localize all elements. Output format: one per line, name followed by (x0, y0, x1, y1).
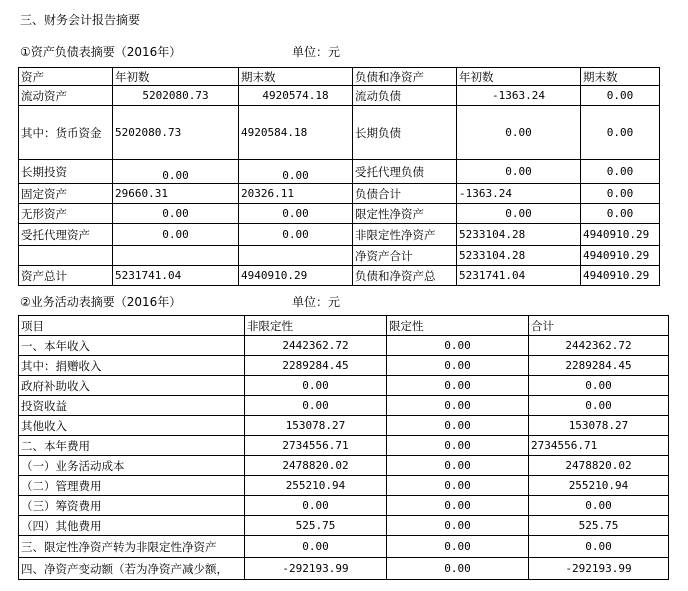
liab-label: 流动负债 (353, 86, 457, 106)
begin-liab-value: 5233104.28 (457, 246, 581, 266)
activity-statement-unit: 单位：元 (292, 295, 341, 309)
liab-label: 非限定性净资产 (353, 224, 457, 246)
balance-sheet-title: ①资产负债表摘要（2016年） (20, 45, 182, 59)
balance-sheet-header-row (19, 68, 660, 86)
table-row-total (19, 266, 660, 286)
item-label: 其他收入 (19, 416, 245, 436)
header-item: 项目 (19, 316, 245, 336)
begin-liab-value: 0.00 (457, 160, 581, 184)
liab-label: 负债合计 (353, 184, 457, 204)
begin-liab-value: 5233104.28 (457, 224, 581, 246)
header-liabilities: 负债和净资产 (353, 68, 457, 86)
begin-value (113, 246, 239, 266)
total-value: 153078.27 (529, 416, 669, 436)
item-label: 二、本年费用 (19, 436, 245, 456)
begin-value: 0.00 (113, 160, 239, 184)
unrestricted-value: 2442362.72 (245, 336, 387, 356)
liab-label: 受托代理负债 (353, 160, 457, 184)
begin-value: 5202080.73 (113, 106, 239, 160)
table-row (19, 558, 669, 580)
table-row (19, 336, 669, 356)
begin-liab-value: 0.00 (457, 106, 581, 160)
end-value: 0.00 (239, 160, 353, 184)
section-title: 三、财务会计报告摘要 (20, 13, 141, 27)
end-liab-value: 4940910.29 (581, 246, 660, 266)
end-value: 4940910.29 (239, 266, 353, 286)
restricted-value: 0.00 (387, 416, 529, 436)
end-value: 4920584.18 (239, 106, 353, 160)
restricted-value: 0.00 (387, 376, 529, 396)
row-label: 受托代理资产 (19, 224, 113, 246)
restricted-value: 0.00 (387, 516, 529, 536)
header-begin-liab: 年初数 (457, 68, 581, 86)
total-value: 255210.94 (529, 476, 669, 496)
header-restricted: 限定性 (387, 316, 529, 336)
row-label: 流动资产 (19, 86, 113, 106)
end-value: 4920574.18 (239, 86, 353, 106)
header-assets: 资产 (19, 68, 113, 86)
end-liab-value: 4940910.29 (581, 266, 660, 286)
end-liab-value: 0.00 (581, 106, 660, 160)
item-label: 政府补助收入 (19, 376, 245, 396)
table-row (19, 436, 669, 456)
total-value: 2289284.45 (529, 356, 669, 376)
header-begin-assets: 年初数 (113, 68, 239, 86)
end-liab-value: 0.00 (581, 204, 660, 224)
table-row (19, 536, 669, 558)
row-label: 无形资产 (19, 204, 113, 224)
balance-sheet-table (18, 67, 660, 286)
restricted-value: 0.00 (387, 558, 529, 580)
total-value: 0.00 (529, 396, 669, 416)
begin-value: 29660.31 (113, 184, 239, 204)
liab-label: 负债和净资产总 (353, 266, 457, 286)
table-row (19, 476, 669, 496)
header-total: 合计 (529, 316, 669, 336)
item-label: 投资收益 (19, 396, 245, 416)
end-value: 0.00 (239, 224, 353, 246)
table-row (19, 516, 669, 536)
liab-label: 限定性净资产 (353, 204, 457, 224)
item-label: 三、限定性净资产转为非限定性净资产 (19, 536, 245, 558)
table-row (19, 496, 669, 516)
header-unrestricted: 非限定性 (245, 316, 387, 336)
unrestricted-value: 0.00 (245, 496, 387, 516)
item-label: （二）管理费用 (19, 476, 245, 496)
restricted-value: 0.00 (387, 476, 529, 496)
balance-sheet-unit: 单位：元 (292, 45, 341, 59)
unrestricted-value: 525.75 (245, 516, 387, 536)
unrestricted-value: -292193.99 (245, 558, 387, 580)
item-label: （一）业务活动成本 (19, 456, 245, 476)
activity-header-row (19, 316, 669, 336)
begin-value: 5202080.73 (113, 86, 239, 106)
row-label: 长期投资 (19, 160, 113, 184)
begin-value: 0.00 (113, 224, 239, 246)
liab-label: 长期负债 (353, 106, 457, 160)
header-end-assets: 期末数 (239, 68, 353, 86)
restricted-value: 0.00 (387, 436, 529, 456)
unrestricted-value: 255210.94 (245, 476, 387, 496)
restricted-value: 0.00 (387, 456, 529, 476)
end-liab-value: 0.00 (581, 86, 660, 106)
restricted-value: 0.00 (387, 336, 529, 356)
end-value: 0.00 (239, 204, 353, 224)
end-liab-value: 0.00 (581, 184, 660, 204)
end-liab-value: 0.00 (581, 160, 660, 184)
unrestricted-value: 2478820.02 (245, 456, 387, 476)
unrestricted-value: 0.00 (245, 396, 387, 416)
table-row (19, 106, 660, 160)
table-row (19, 376, 669, 396)
restricted-value: 0.00 (387, 496, 529, 516)
begin-liab-value: -1363.24 (457, 86, 581, 106)
begin-liab-value: 0.00 (457, 204, 581, 224)
table-row (19, 246, 660, 266)
total-value: 2442362.72 (529, 336, 669, 356)
table-row (19, 456, 669, 476)
table-row (19, 160, 660, 184)
total-value: 0.00 (529, 536, 669, 558)
restricted-value: 0.00 (387, 396, 529, 416)
row-label: 其中：货币资金 (19, 106, 113, 160)
unrestricted-value: 2734556.71 (245, 436, 387, 456)
table-row (19, 416, 669, 436)
restricted-value: 0.00 (387, 536, 529, 558)
begin-value: 5231741.04 (113, 266, 239, 286)
restricted-value: 0.00 (387, 356, 529, 376)
unrestricted-value: 153078.27 (245, 416, 387, 436)
table-row (19, 396, 669, 416)
total-value: -292193.99 (529, 558, 669, 580)
total-value: 2478820.02 (529, 456, 669, 476)
unrestricted-value: 0.00 (245, 376, 387, 396)
row-label (19, 246, 113, 266)
begin-value: 0.00 (113, 204, 239, 224)
total-value: 0.00 (529, 376, 669, 396)
total-value: 2734556.71 (529, 436, 669, 456)
end-value: 20326.11 (239, 184, 353, 204)
row-label: 资产总计 (19, 266, 113, 286)
item-label: （三）筹资费用 (19, 496, 245, 516)
total-value: 0.00 (529, 496, 669, 516)
table-row (19, 86, 660, 106)
begin-liab-value: 5231741.04 (457, 266, 581, 286)
activity-statement-table (18, 315, 669, 580)
liab-label: 净资产合计 (353, 246, 457, 266)
table-row (19, 204, 660, 224)
end-value (239, 246, 353, 266)
unrestricted-value: 2289284.45 (245, 356, 387, 376)
total-value: 525.75 (529, 516, 669, 536)
item-label: （四）其他费用 (19, 516, 245, 536)
unrestricted-value: 0.00 (245, 536, 387, 558)
item-label: 其中：捐赠收入 (19, 356, 245, 376)
table-row (19, 224, 660, 246)
row-label: 固定资产 (19, 184, 113, 204)
header-end-liab: 期末数 (581, 68, 660, 86)
item-label: 四、净资产变动额（若为净资产减少额， (19, 558, 245, 580)
table-row (19, 356, 669, 376)
activity-statement-title: ②业务活动表摘要（2016年） (20, 295, 182, 309)
table-row (19, 184, 660, 204)
end-liab-value: 4940910.29 (581, 224, 660, 246)
item-label: 一、本年收入 (19, 336, 245, 356)
begin-liab-value: -1363.24 (457, 184, 581, 204)
